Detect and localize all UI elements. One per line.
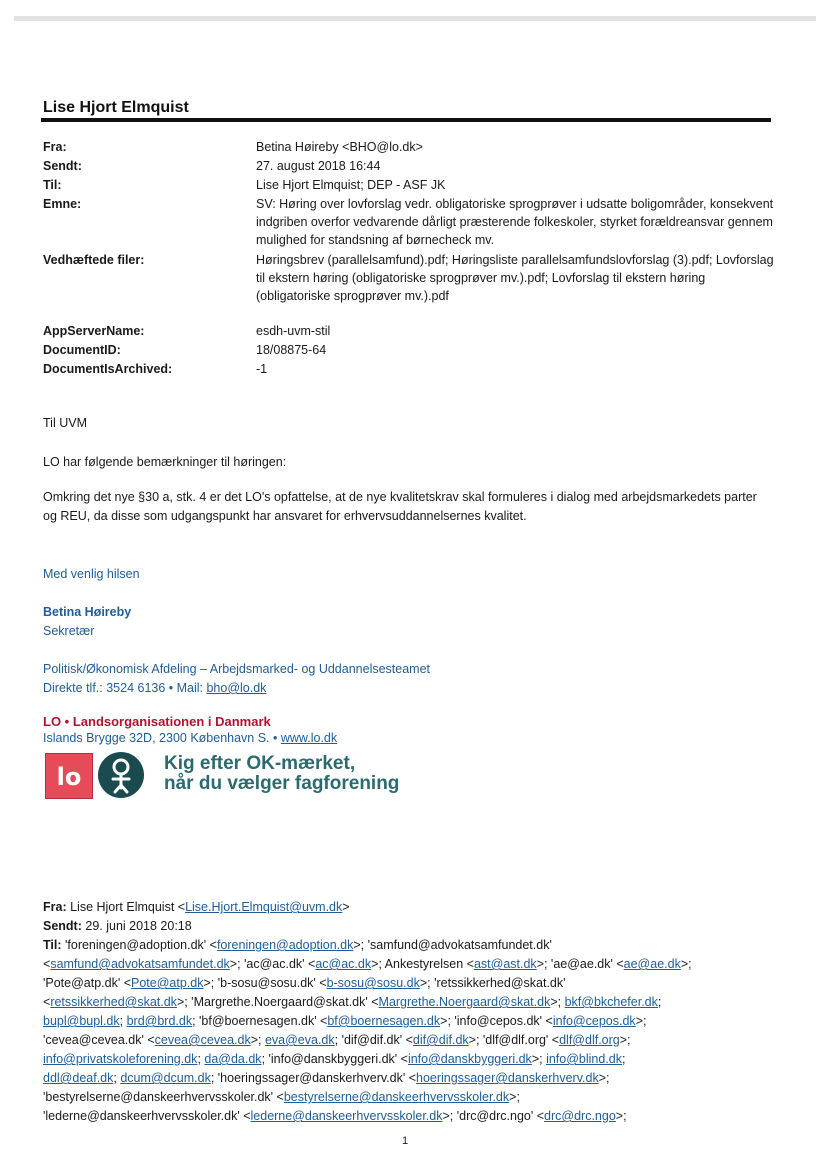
recipient-text: 'lederne@danskeerhvervsskoler.dk' < bbox=[43, 1109, 251, 1123]
recipient-text: >; 'info@cepos.dk' < bbox=[440, 1014, 553, 1028]
forward-from-end: > bbox=[342, 900, 350, 914]
recipient-text: ; bbox=[622, 1052, 626, 1066]
recipient-email-link[interactable]: dcum@dcum.dk bbox=[120, 1071, 211, 1085]
ok-mark-slogan bbox=[164, 754, 399, 794]
recipient-text: >; bbox=[531, 1052, 547, 1066]
recipient-email-link[interactable]: b-sosu@sosu.dk bbox=[326, 976, 420, 990]
recipient-text: >; bbox=[550, 995, 565, 1009]
recipient-email-link[interactable]: dif@dif.dk bbox=[412, 1033, 469, 1047]
recipient-text: ; 'hoeringssager@danskerhverv.dk' < bbox=[210, 1071, 417, 1085]
recipient-text: >; 'Margrethe.Noergaard@skat.dk' < bbox=[176, 995, 379, 1009]
page-number: 1 bbox=[402, 1135, 409, 1147]
recipient-email-link[interactable]: info@blind.dk bbox=[546, 1052, 622, 1066]
mailbox-owner-name: Lise Hjort Elmquist bbox=[43, 99, 189, 116]
recipient-text: >; 'ac@ac.dk' < bbox=[229, 957, 316, 971]
recipient-line-1 bbox=[43, 955, 783, 974]
recipient-text: 'Pote@atp.dk' < bbox=[43, 976, 132, 990]
recipient-line-0 bbox=[43, 936, 783, 955]
recipient-text: ; bbox=[197, 1052, 205, 1066]
header-rule bbox=[41, 118, 771, 122]
recipient-text: >; bbox=[509, 1090, 520, 1104]
recipient-email-link[interactable]: brd@brd.dk bbox=[126, 1014, 193, 1028]
recipient-email-link[interactable]: bkf@bkchefer.dk bbox=[564, 995, 658, 1009]
recipient-email-link[interactable]: Pote@atp.dk bbox=[131, 976, 204, 990]
recipient-email-link[interactable]: hoeringssager@danskerhverv.dk bbox=[416, 1071, 599, 1085]
recipient-text: >; Ankestyrelsen < bbox=[371, 957, 474, 971]
subject-value: SV: Høring over lovforslag vedr. obligatoriske sprogprøver i udsatte boligområder, konsekvent indgriben overfor vedvarende dårligt præsterende folkeskoler, styrket forældreansvar gennem mulighed for standsning af børnecheck mv. bbox=[256, 197, 774, 247]
recipient-line-7 bbox=[43, 1069, 783, 1088]
archived-label: DocumentIsArchived: bbox=[43, 362, 173, 376]
recipient-text: ; 'info@danskbyggeri.dk' < bbox=[261, 1052, 408, 1066]
recipient-text: >; bbox=[635, 1014, 647, 1028]
document-id-value: 18/08875-64 bbox=[256, 343, 327, 357]
recipient-email-link[interactable]: drc@drc.ngo bbox=[544, 1109, 616, 1123]
forward-sent-label: Sendt: bbox=[43, 919, 82, 933]
recipient-email-link[interactable]: bestyrelserne@danskeerhvervsskoler.dk bbox=[283, 1090, 510, 1104]
ok-slogan-line-1: Kig efter OK-mærket, bbox=[164, 753, 356, 774]
ok-slogan-line-2: når du vælger fagforening bbox=[164, 773, 400, 794]
recipient-text: >; 'drc@drc.ngo' < bbox=[442, 1109, 545, 1123]
recipient-text: >; bbox=[619, 1033, 631, 1047]
recipient-text: < bbox=[43, 957, 51, 971]
ok-mark-logo bbox=[98, 752, 144, 798]
recipient-text: >; 'b-sosu@sosu.dk' < bbox=[203, 976, 327, 990]
app-server-label: AppServerName: bbox=[43, 324, 145, 338]
recipient-line-5 bbox=[43, 1031, 783, 1050]
attachments-value: Høringsbrev (parallelsamfund).pdf; Høringsliste parallelsamfundslovforslag (3).pdf; Lovforslag til ekstern høring (obligatoriske sprogprøver mv.).pdf; Lovforslag til ekstern høring (obligatoriske sprogprøver mv.).pdf bbox=[256, 253, 774, 303]
recipient-email-link[interactable]: ast@ast.dk bbox=[473, 957, 537, 971]
lo-logo-icon bbox=[46, 754, 92, 798]
from-value: Betina Høireby <BHO@lo.dk> bbox=[256, 140, 423, 154]
recipient-text: >; bbox=[250, 1033, 265, 1047]
recipient-text: ; bbox=[113, 1071, 121, 1085]
recipient-text: ; 'dif@dif.dk' < bbox=[334, 1033, 413, 1047]
department: Politisk/Økonomisk Afdeling – Arbejdsmarked- og Uddannelsesteamet bbox=[43, 662, 431, 676]
recipient-line-8 bbox=[43, 1088, 783, 1107]
subject-label: Emne: bbox=[43, 197, 82, 211]
recipient-line-9 bbox=[43, 1107, 783, 1126]
recipient-email-link[interactable]: ae@ae.dk bbox=[623, 957, 681, 971]
mail-link[interactable]: bho@lo.dk bbox=[206, 681, 267, 695]
forward-from-label: Fra: bbox=[43, 900, 67, 914]
organisation-address bbox=[43, 731, 337, 745]
intro-text: LO har følgende bemærkninger til høringen: bbox=[43, 455, 287, 469]
recipient-email-link[interactable]: eva@eva.dk bbox=[264, 1033, 335, 1047]
address-text: Islands Brygge 32D, 2300 København S. • bbox=[43, 731, 281, 745]
recipient-email-link[interactable]: da@da.dk bbox=[204, 1052, 262, 1066]
lo-logo-text: lo bbox=[56, 763, 82, 791]
recipient-text: 'cevea@cevea.dk' < bbox=[43, 1033, 155, 1047]
recipient-text: >; bbox=[598, 1071, 610, 1085]
recipient-line-4 bbox=[43, 1012, 783, 1031]
to-label: Til: bbox=[43, 178, 62, 192]
phone-text: Direkte tlf.: 3524 6136 • Mail: bbox=[43, 681, 207, 695]
from-label: Fra: bbox=[43, 140, 67, 154]
recipient-email-link[interactable]: dlf@dlf.org bbox=[559, 1033, 620, 1047]
recipient-text: >; 'ae@ae.dk' < bbox=[536, 957, 624, 971]
recipient-email-link[interactable]: ddl@deaf.dk bbox=[43, 1071, 114, 1085]
forward-from bbox=[43, 898, 783, 917]
forward-sent-value: 29. juni 2018 20:18 bbox=[81, 919, 192, 933]
recipient-email-link[interactable]: info@privatskoleforening.dk bbox=[43, 1052, 198, 1066]
app-server-value: esdh-uvm-stil bbox=[256, 324, 331, 338]
recipient-email-link[interactable]: lederne@danskeerhvervsskoler.dk bbox=[250, 1109, 443, 1123]
closing: Med venlig hilsen bbox=[43, 567, 140, 581]
recipient-text: 'bestyrelserne@danskeerhvervsskoler.dk' < bbox=[43, 1090, 284, 1104]
recipient-text: 'foreningen@adoption.dk' < bbox=[61, 938, 217, 952]
signer-title: Sekretær bbox=[43, 624, 95, 638]
recipient-email-link[interactable]: retssikkerhed@skat.dk bbox=[50, 995, 177, 1009]
forward-to-label: Til: bbox=[43, 938, 62, 952]
document-properties bbox=[43, 322, 783, 382]
ok-figure-icon bbox=[98, 752, 144, 798]
organisation-name: LO • Landsorganisationen i Danmark bbox=[43, 714, 271, 729]
recipient-email-link[interactable]: info@danskbyggeri.dk bbox=[407, 1052, 532, 1066]
recipient-email-link[interactable]: cevea@cevea.dk bbox=[154, 1033, 251, 1047]
forward-from-link[interactable]: Lise.Hjort.Elmquist@uvm.dk bbox=[185, 900, 343, 914]
archived-value: -1 bbox=[256, 362, 268, 376]
lo-logo bbox=[45, 753, 93, 799]
recipient-text: ; bbox=[657, 995, 662, 1009]
contact-line bbox=[43, 679, 266, 698]
document-id-label: DocumentID: bbox=[43, 343, 121, 357]
website-link[interactable]: www.lo.dk bbox=[280, 731, 338, 745]
forward-sent bbox=[43, 917, 783, 936]
recipient-text: ; 'bf@boernesagen.dk' < bbox=[192, 1014, 328, 1028]
scan-top-border bbox=[14, 16, 816, 21]
recipient-line-6 bbox=[43, 1050, 783, 1069]
recipient-text: >; bbox=[615, 1109, 627, 1123]
comment-paragraph: Omkring det nye §30 a, stk. 4 er det LO's opfattelse, at de nye kvalitetskrav skal formuleres i dialog med arbejdsmarkedets parter og REU, da disse som udgangspunkt har ansvaret for erhvervsuddannelsernes kvalitet. bbox=[43, 490, 757, 523]
recipient-line-3 bbox=[43, 993, 783, 1012]
recipient-text: >; 'samfund@advokatsamfundet.dk' bbox=[353, 938, 552, 952]
to-value: Lise Hjort Elmquist; DEP - ASF JK bbox=[256, 178, 446, 192]
attachments-label: Vedhæftede filer: bbox=[43, 253, 145, 267]
recipient-email-link[interactable]: bupl@bupl.dk bbox=[43, 1014, 120, 1028]
recipient-email-link[interactable]: Margrethe.Noergaard@skat.dk bbox=[378, 995, 551, 1009]
signer-name: Betina Høireby bbox=[43, 605, 132, 619]
recipient-email-link[interactable]: ac@ac.dk bbox=[315, 957, 372, 971]
recipient-text: >; 'dlf@dlf.org' < bbox=[468, 1033, 560, 1047]
recipient-text: >; bbox=[680, 957, 692, 971]
sent-label: Sendt: bbox=[43, 159, 82, 173]
recipient-text: >; 'retssikkerhed@skat.dk' bbox=[419, 976, 566, 990]
recipient-line-2 bbox=[43, 974, 783, 993]
email-header-fields bbox=[43, 138, 783, 308]
forward-recipients bbox=[43, 936, 783, 1126]
forward-from-name: Lise Hjort Elmquist < bbox=[66, 900, 186, 914]
sent-value: 27. august 2018 16:44 bbox=[256, 159, 381, 173]
recipient-email-link[interactable]: info@cepos.dk bbox=[552, 1014, 636, 1028]
greeting: Til UVM bbox=[43, 416, 87, 430]
recipient-text: < bbox=[43, 995, 51, 1009]
recipient-text: ; bbox=[119, 1014, 127, 1028]
recipient-email-link[interactable]: bf@boernesagen.dk bbox=[327, 1014, 441, 1028]
recipient-email-link[interactable]: samfund@advokatsamfundet.dk bbox=[50, 957, 230, 971]
recipient-email-link[interactable]: foreningen@adoption.dk bbox=[216, 938, 354, 952]
